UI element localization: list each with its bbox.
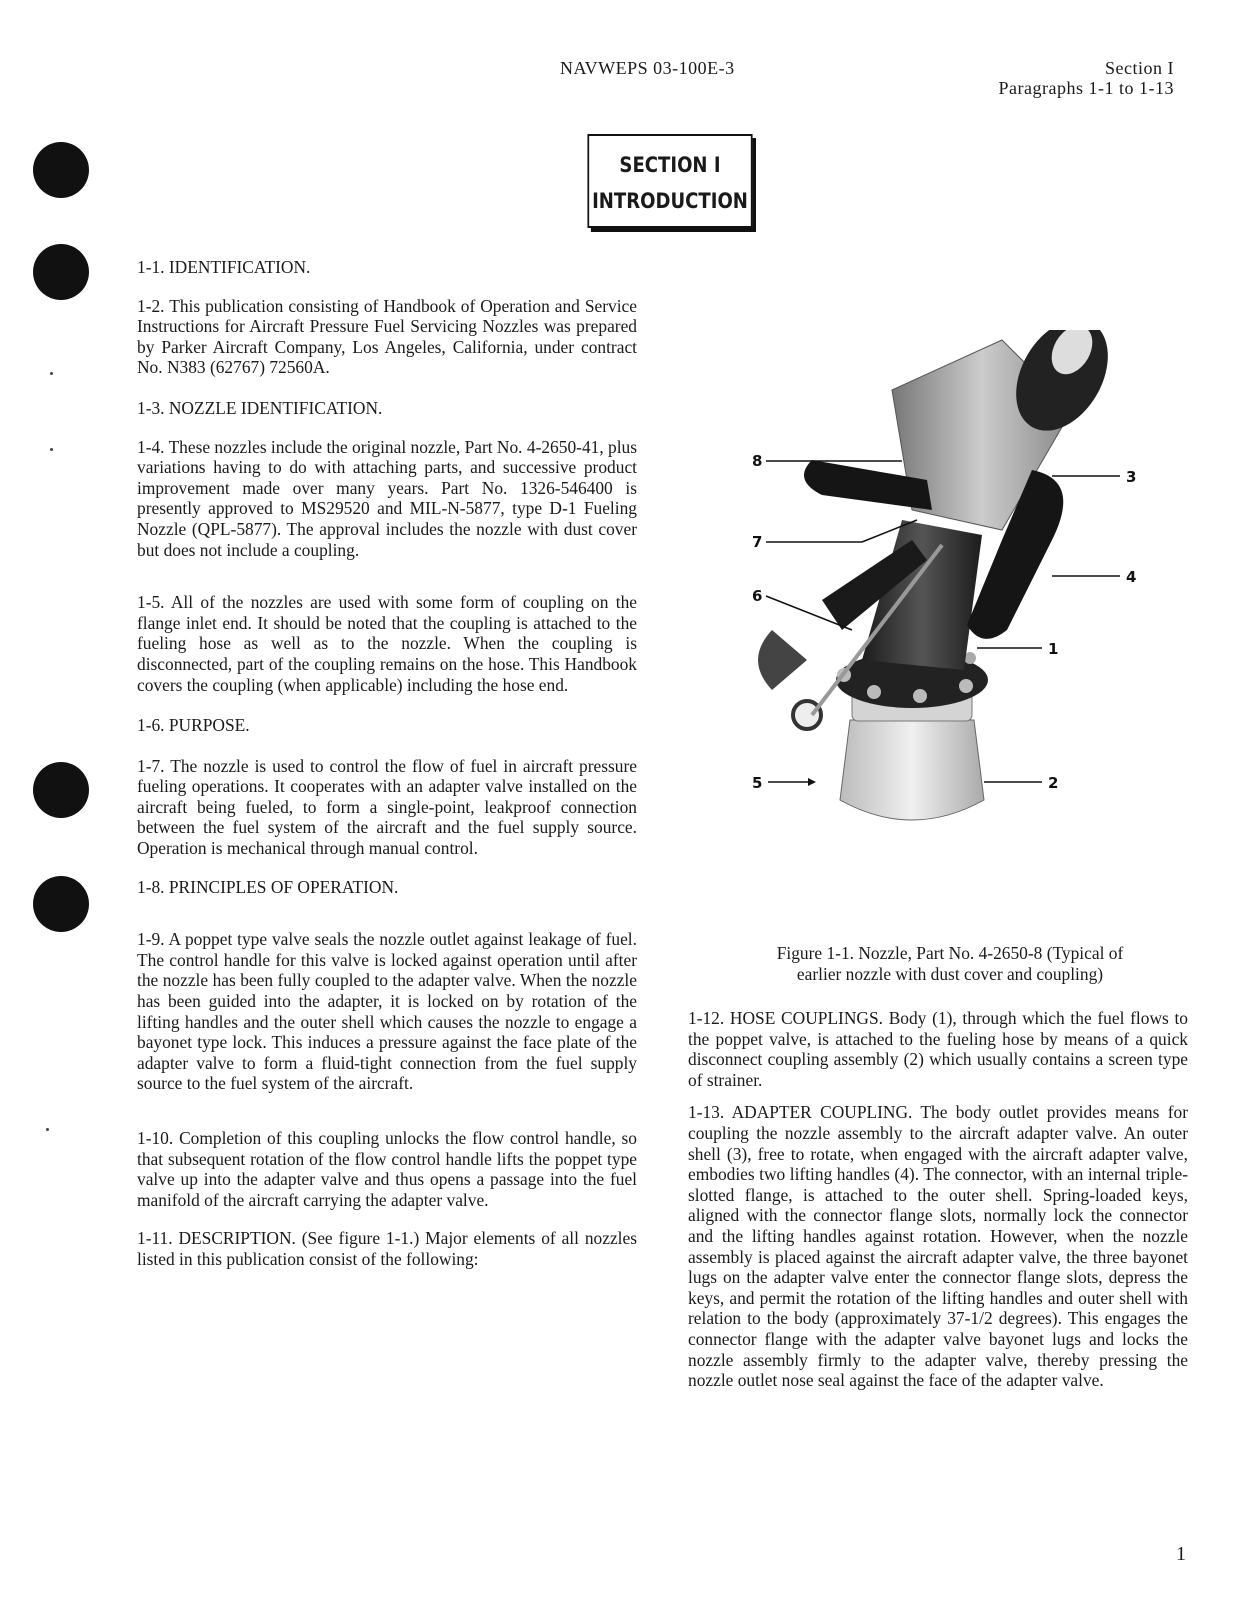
caption-line: Figure 1-1. Nozzle, Part No. 4-2650-8 (Typical of	[776, 943, 1124, 963]
section-subtitle: INTRODUCTION	[592, 189, 748, 213]
paragraph-range: Paragraphs 1-1 to 1-13	[998, 78, 1174, 98]
figure-caption	[700, 943, 1200, 984]
paragraph: 1-5. All of the nozzles are used with some form of coupling on the flange inlet end. It should be noted that the coupling is attached to the fueling hose as well as to the nozzle. When the coupling is disconnected, part of the coupling remains on the hose. This Handbook covers the coupling (when applicable) including the hose end.	[137, 592, 637, 695]
caption-line: earlier nozzle with dust cover and coupling)	[796, 963, 1104, 984]
coupling-shape	[840, 720, 984, 820]
paragraph-heading: 1-8. PRINCIPLES OF OPERATION.	[137, 876, 399, 897]
callout-5	[752, 774, 816, 792]
callout-number: 7	[752, 533, 763, 551]
section-label: Section I	[1105, 58, 1174, 78]
callout-number: 1	[1048, 640, 1059, 658]
left-column	[137, 257, 637, 1270]
binder-hole	[33, 244, 89, 300]
nozzle-figure	[752, 330, 1182, 860]
paragraph-heading: 1-6. PURPOSE.	[137, 715, 250, 736]
document-number: NAVWEPS 03-100E-3	[560, 58, 735, 78]
callout-4	[1052, 568, 1136, 586]
callout-7	[752, 520, 917, 551]
binder-hole	[33, 142, 89, 198]
paragraph: 1-9. A poppet type valve seals the nozzle outlet against leakage of fuel. The control handle for this valve is locked against operation until after the nozzle has been fully coupled to the adapter valve. When the nozzle has been guided into the adapter, it is locked on by rotation of the lifting handles and the outer shell which causes the nozzle to engage a bayonet type lock. This induces a pressure against the face plate of the adapter valve to form a fluid-tight connection from the fuel supply source to the fuel system of the aircraft.	[137, 929, 637, 1094]
callout-number: 4	[1126, 568, 1137, 586]
paragraph: 1-12. HOSE COUPLINGS. Body (1), through which the fuel flows to the poppet valve, is attached to the fueling hose by means of a quick disconnect coupling assembly (2) which usually contains a screen type of strainer.	[688, 1008, 1188, 1090]
binder-hole	[33, 762, 89, 818]
callout-2	[984, 774, 1058, 792]
callout-number: 8	[752, 452, 763, 470]
page-number: 1	[1176, 1543, 1186, 1565]
handle-roller	[793, 701, 821, 729]
callout-number: 5	[752, 774, 763, 792]
paragraph: 1-13. ADAPTER COUPLING. The body outlet provides means for coupling the nozzle assembly to the aircraft adapter valve. An outer shell (3), free to rotate, when engaged with the aircraft adapter valve, embodies two lifting handles (4). The connector, with an internal triple-slotted flange, is attached to the outer shell. Spring-loaded keys, aligned with the connector flange slots, normally lock the connector and the lifting handles against rotation. However, when the nozzle assembly is placed against the aircraft adapter valve, the three bayonet lugs on the adapter valve enter the connector flange slots, depress the keys, and permit the rotation of the lifting handles and outer shell with relation to the body (approximately 37-1/2 degrees). This engages the connector flange with the adapter valve bayonet lugs and locks the nozzle assembly firmly to the adapter valve, thereby pressing the nozzle outlet nose seal against the face of the adapter valve.	[688, 1102, 1188, 1391]
paragraph: 1-7. The nozzle is used to control the flow of fuel in aircraft pressure fueling operations. It cooperates with an adapter valve installed on the aircraft being fueled, to form a single-point, leakproof connection between the fuel system of the aircraft and the fuel supply source. Operation is mechanical through manual control.	[137, 755, 637, 859]
section-title-box	[587, 134, 752, 228]
speck	[46, 1128, 49, 1131]
right-column	[688, 1008, 1188, 1391]
callout-number: 6	[752, 587, 763, 605]
paragraph: 1-10. Completion of this coupling unlocks the flow control handle, so that subsequent rotation of the flow control handle lifts the poppet type valve up into the adapter valve and thus opens a passage into the fuel manifold of the aircraft carrying the adapter valve.	[137, 1128, 637, 1210]
dust-cover	[758, 630, 807, 690]
flange-bolt	[867, 685, 881, 699]
flange-bolt	[959, 679, 973, 693]
callout-1	[977, 640, 1058, 658]
paragraph-heading: 1-3. NOZZLE IDENTIFICATION.	[137, 397, 383, 418]
flange-bolt	[913, 689, 927, 703]
binder-hole	[33, 876, 89, 932]
callout-number: 2	[1048, 774, 1059, 792]
section-title: SECTION I	[619, 153, 721, 177]
paragraph: 1-4. These nozzles include the original nozzle, Part No. 4-2650-41, plus variations having to do with attaching parts, and successive product improvement made over many years. Part No. 1326-546400 is presently approved to MS29520 and MIL-N-5877, type D-1 Fueling Nozzle (QPL-5877). The approval includes the nozzle with dust cover but does not include a coupling.	[137, 436, 638, 560]
speck	[50, 372, 53, 375]
paragraph: 1-11. DESCRIPTION. (See figure 1-1.) Major elements of all nozzles listed in this publication consist of the following:	[137, 1228, 637, 1269]
paragraph-heading: 1-1. IDENTIFICATION.	[137, 257, 311, 277]
paragraph: 1-2. This publication consisting of Handbook of Operation and Service Instructions for Aircraft Pressure Fuel Servicing Nozzles was prepared by Parker Aircraft Company, Los Angeles, California, under contract No. N383 (62767) 72560A.	[137, 295, 637, 378]
speck	[50, 448, 53, 451]
callout-number: 3	[1126, 468, 1137, 486]
callout-3	[1052, 468, 1136, 486]
